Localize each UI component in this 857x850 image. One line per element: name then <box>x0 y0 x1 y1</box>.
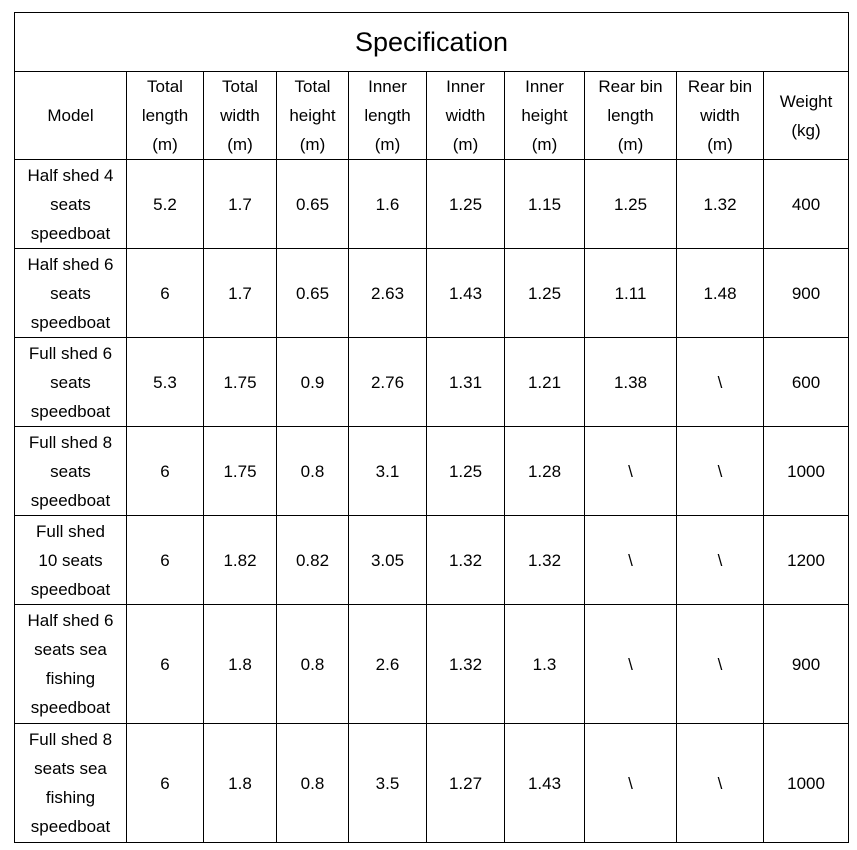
weight-cell: 900 <box>764 605 849 724</box>
inner-height-cell: 1.15 <box>505 160 585 249</box>
header-inner-length: Inner length (m) <box>349 72 427 160</box>
model-cell: Full shed 10 seats speedboat <box>15 516 127 605</box>
table-row <box>15 338 849 427</box>
rear-bin-width-cell: \ <box>677 427 764 516</box>
inner-height-cell: 1.21 <box>505 338 585 427</box>
model-cell: Full shed 6 seats speedboat <box>15 338 127 427</box>
total-length-cell: 5.2 <box>127 160 204 249</box>
rear-bin-length-cell: 1.25 <box>585 160 677 249</box>
inner-width-cell: 1.25 <box>427 427 505 516</box>
inner-height-cell: 1.25 <box>505 249 585 338</box>
weight-cell: 1000 <box>764 427 849 516</box>
total-height-cell: 0.8 <box>277 427 349 516</box>
header-total-height: Total height (m) <box>277 72 349 160</box>
header-rear-bin-width: Rear bin width (m) <box>677 72 764 160</box>
inner-width-cell: 1.43 <box>427 249 505 338</box>
header-inner-height: Inner height (m) <box>505 72 585 160</box>
header-total-width: Total width (m) <box>204 72 277 160</box>
table-row <box>15 427 849 516</box>
rear-bin-width-cell: \ <box>677 338 764 427</box>
inner-length-cell: 2.6 <box>349 605 427 724</box>
rear-bin-width-cell: \ <box>677 605 764 724</box>
inner-width-cell: 1.25 <box>427 160 505 249</box>
total-length-cell: 6 <box>127 724 204 843</box>
total-length-cell: 5.3 <box>127 338 204 427</box>
inner-length-cell: 3.5 <box>349 724 427 843</box>
weight-cell: 1000 <box>764 724 849 843</box>
inner-width-cell: 1.32 <box>427 516 505 605</box>
inner-length-cell: 2.76 <box>349 338 427 427</box>
header-total-length: Total length (m) <box>127 72 204 160</box>
rear-bin-length-cell: \ <box>585 724 677 843</box>
total-height-cell: 0.65 <box>277 160 349 249</box>
weight-cell: 400 <box>764 160 849 249</box>
total-length-cell: 6 <box>127 427 204 516</box>
inner-length-cell: 1.6 <box>349 160 427 249</box>
model-cell: Half shed 4 seats speedboat <box>15 160 127 249</box>
table-row <box>15 724 849 843</box>
total-width-cell: 1.8 <box>204 724 277 843</box>
rear-bin-width-cell: 1.48 <box>677 249 764 338</box>
rear-bin-length-cell: 1.38 <box>585 338 677 427</box>
total-height-cell: 0.65 <box>277 249 349 338</box>
total-width-cell: 1.7 <box>204 249 277 338</box>
total-width-cell: 1.82 <box>204 516 277 605</box>
title-row <box>15 13 849 72</box>
rear-bin-width-cell: \ <box>677 516 764 605</box>
inner-width-cell: 1.31 <box>427 338 505 427</box>
inner-width-cell: 1.27 <box>427 724 505 843</box>
total-height-cell: 0.82 <box>277 516 349 605</box>
rear-bin-width-cell: 1.32 <box>677 160 764 249</box>
rear-bin-width-cell: \ <box>677 724 764 843</box>
model-cell: Half shed 6 seats speedboat <box>15 249 127 338</box>
total-length-cell: 6 <box>127 605 204 724</box>
total-height-cell: 0.9 <box>277 338 349 427</box>
table-row <box>15 160 849 249</box>
total-height-cell: 0.8 <box>277 605 349 724</box>
total-length-cell: 6 <box>127 249 204 338</box>
header-weight: Weight (kg) <box>764 72 849 160</box>
total-height-cell: 0.8 <box>277 724 349 843</box>
table-row <box>15 249 849 338</box>
inner-height-cell: 1.3 <box>505 605 585 724</box>
inner-length-cell: 3.1 <box>349 427 427 516</box>
total-width-cell: 1.75 <box>204 427 277 516</box>
total-width-cell: 1.75 <box>204 338 277 427</box>
table-title: Specification <box>15 13 849 72</box>
table-row <box>15 516 849 605</box>
table-row <box>15 605 849 724</box>
total-length-cell: 6 <box>127 516 204 605</box>
header-inner-width: Inner width (m) <box>427 72 505 160</box>
rear-bin-length-cell: \ <box>585 516 677 605</box>
inner-length-cell: 2.63 <box>349 249 427 338</box>
model-cell: Half shed 6 seats sea fishing speedboat <box>15 605 127 724</box>
inner-height-cell: 1.32 <box>505 516 585 605</box>
header-model: Model <box>15 72 127 160</box>
inner-height-cell: 1.43 <box>505 724 585 843</box>
inner-width-cell: 1.32 <box>427 605 505 724</box>
weight-cell: 600 <box>764 338 849 427</box>
total-width-cell: 1.8 <box>204 605 277 724</box>
header-rear-bin-length: Rear bin length (m) <box>585 72 677 160</box>
rear-bin-length-cell: \ <box>585 427 677 516</box>
header-row <box>15 72 849 160</box>
rear-bin-length-cell: 1.11 <box>585 249 677 338</box>
model-cell: Full shed 8 seats sea fishing speedboat <box>15 724 127 843</box>
total-width-cell: 1.7 <box>204 160 277 249</box>
table-body <box>15 160 849 843</box>
inner-length-cell: 3.05 <box>349 516 427 605</box>
specification-table <box>14 12 849 843</box>
inner-height-cell: 1.28 <box>505 427 585 516</box>
rear-bin-length-cell: \ <box>585 605 677 724</box>
model-cell: Full shed 8 seats speedboat <box>15 427 127 516</box>
weight-cell: 1200 <box>764 516 849 605</box>
weight-cell: 900 <box>764 249 849 338</box>
